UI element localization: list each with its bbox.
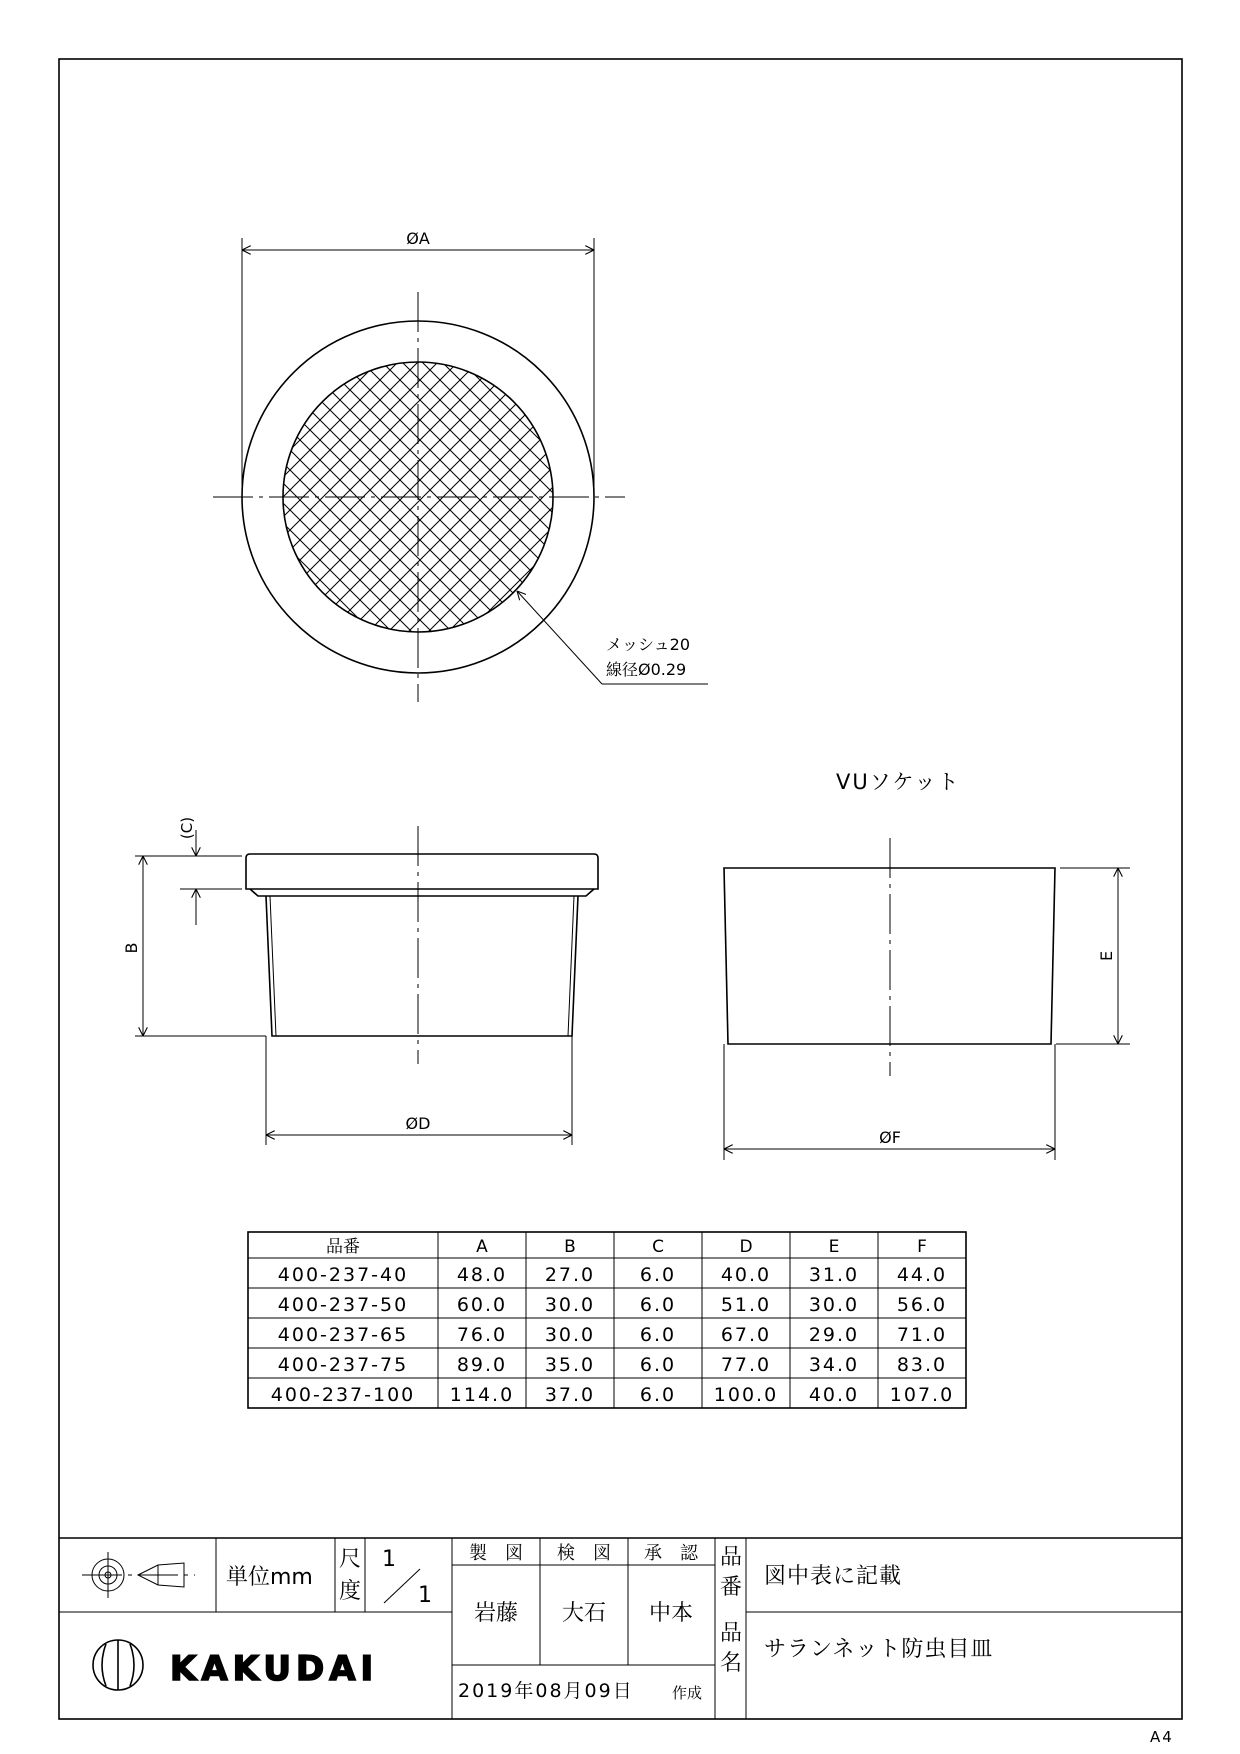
table-cell: 400-237-75: [277, 1354, 409, 1376]
table-row: [278, 1264, 947, 1286]
flange-outline: [246, 854, 598, 889]
hinban-label-2: 番: [720, 1575, 743, 1600]
unit-label: 単位mm: [226, 1565, 313, 1590]
kakudai-logo: [93, 1640, 378, 1690]
table-cell: 100.0: [713, 1384, 779, 1406]
table-cell: 6.0: [639, 1324, 677, 1346]
table-cell: 35.0: [544, 1354, 596, 1376]
mesh-leader: [517, 591, 602, 684]
hinmei-label-2: 名: [720, 1651, 743, 1676]
table-cell: 44.0: [896, 1264, 948, 1286]
projection-symbol-icon: [82, 1552, 195, 1598]
scale-label-1: 尺: [339, 1547, 362, 1572]
mesh-note-line2: 線径Ø0.29: [606, 660, 687, 679]
table-cell: 83.0: [896, 1354, 948, 1376]
table-row: [278, 1354, 947, 1376]
table-header-hinban: 品番: [326, 1237, 360, 1257]
table-cell: 51.0: [720, 1294, 772, 1316]
kenzu-label: 検 図: [557, 1543, 611, 1564]
seizu-label: 製 図: [469, 1543, 523, 1564]
table-cell: 77.0: [720, 1354, 772, 1376]
dim-label-c: (C): [178, 816, 196, 840]
table-cell: 400-237-100: [270, 1384, 416, 1406]
table-header-d: D: [739, 1237, 753, 1257]
mesh-note-line1: メッシュ20: [606, 635, 691, 654]
table-cell: 67.0: [720, 1324, 772, 1346]
table-cell: 40.0: [720, 1264, 772, 1286]
brand-name: KAKUDAI: [170, 1649, 379, 1689]
created-label: 作成: [672, 1684, 703, 1702]
table-cell: 37.0: [544, 1384, 596, 1406]
table-header-e: E: [828, 1237, 840, 1257]
table-row: [278, 1324, 947, 1346]
socket-view: [724, 770, 1130, 1160]
dim-label-b: B: [122, 942, 141, 954]
table-cell: 31.0: [808, 1264, 860, 1286]
hinban-label-1: 品: [720, 1545, 743, 1570]
checker-name: 大石: [561, 1601, 607, 1626]
table-cell: 6.0: [639, 1294, 677, 1316]
hinmei-label-1: 品: [720, 1621, 743, 1646]
created-date: 2019年08月09日: [458, 1680, 634, 1702]
top-view: [213, 229, 708, 702]
table-cell: 30.0: [544, 1294, 596, 1316]
table-cell: 27.0: [544, 1264, 596, 1286]
title-block: [59, 1538, 1182, 1719]
table-cell: 48.0: [456, 1264, 508, 1286]
table-header-f: F: [917, 1237, 927, 1257]
scale-numerator: 1: [382, 1547, 396, 1572]
dim-label-e: E: [1097, 950, 1116, 962]
table-cell: 30.0: [808, 1294, 860, 1316]
spec-table: [248, 1232, 966, 1408]
table-cell: 400-237-65: [277, 1324, 409, 1346]
table-cell: 76.0: [456, 1324, 508, 1346]
table-cell: 40.0: [808, 1384, 860, 1406]
hinban-value: 図中表に記載: [764, 1564, 903, 1589]
table-header-b: B: [564, 1237, 576, 1257]
drafter-name: 岩藤: [473, 1601, 519, 1626]
table-cell: 400-237-40: [277, 1264, 409, 1286]
shonin-label: 承 認: [644, 1543, 698, 1564]
hinmei-value: サランネット防虫目皿: [764, 1637, 994, 1662]
table-row: [271, 1384, 954, 1406]
body-outline: [266, 896, 578, 1036]
table-cell: 114.0: [449, 1384, 515, 1406]
table-cell: 71.0: [896, 1324, 948, 1346]
socket-label: VUソケット: [836, 770, 961, 794]
scale-denominator: 1: [418, 1583, 432, 1608]
scale-label-2: 度: [339, 1579, 362, 1604]
sheet-size-label: A4: [1150, 1728, 1174, 1746]
table-cell: 6.0: [639, 1354, 677, 1376]
table-row: [278, 1294, 947, 1316]
table-cell: 34.0: [808, 1354, 860, 1376]
table-cell: 30.0: [544, 1324, 596, 1346]
approver-name: 中本: [648, 1601, 694, 1626]
table-cell: 89.0: [456, 1354, 508, 1376]
table-cell: 56.0: [896, 1294, 948, 1316]
table-cell: 29.0: [808, 1324, 860, 1346]
table-cell: 107.0: [889, 1384, 955, 1406]
table-cell: 6.0: [639, 1384, 677, 1406]
table-cell: 6.0: [639, 1264, 677, 1286]
dim-label-d: ØD: [405, 1114, 431, 1133]
side-view: [122, 817, 598, 1145]
table-header-c: C: [652, 1237, 664, 1257]
dim-label-a: ØA: [406, 229, 430, 248]
table-header-a: A: [476, 1237, 488, 1257]
table-cell: 60.0: [456, 1294, 508, 1316]
table-cell: 400-237-50: [277, 1294, 409, 1316]
dim-label-f: ØF: [879, 1128, 901, 1147]
